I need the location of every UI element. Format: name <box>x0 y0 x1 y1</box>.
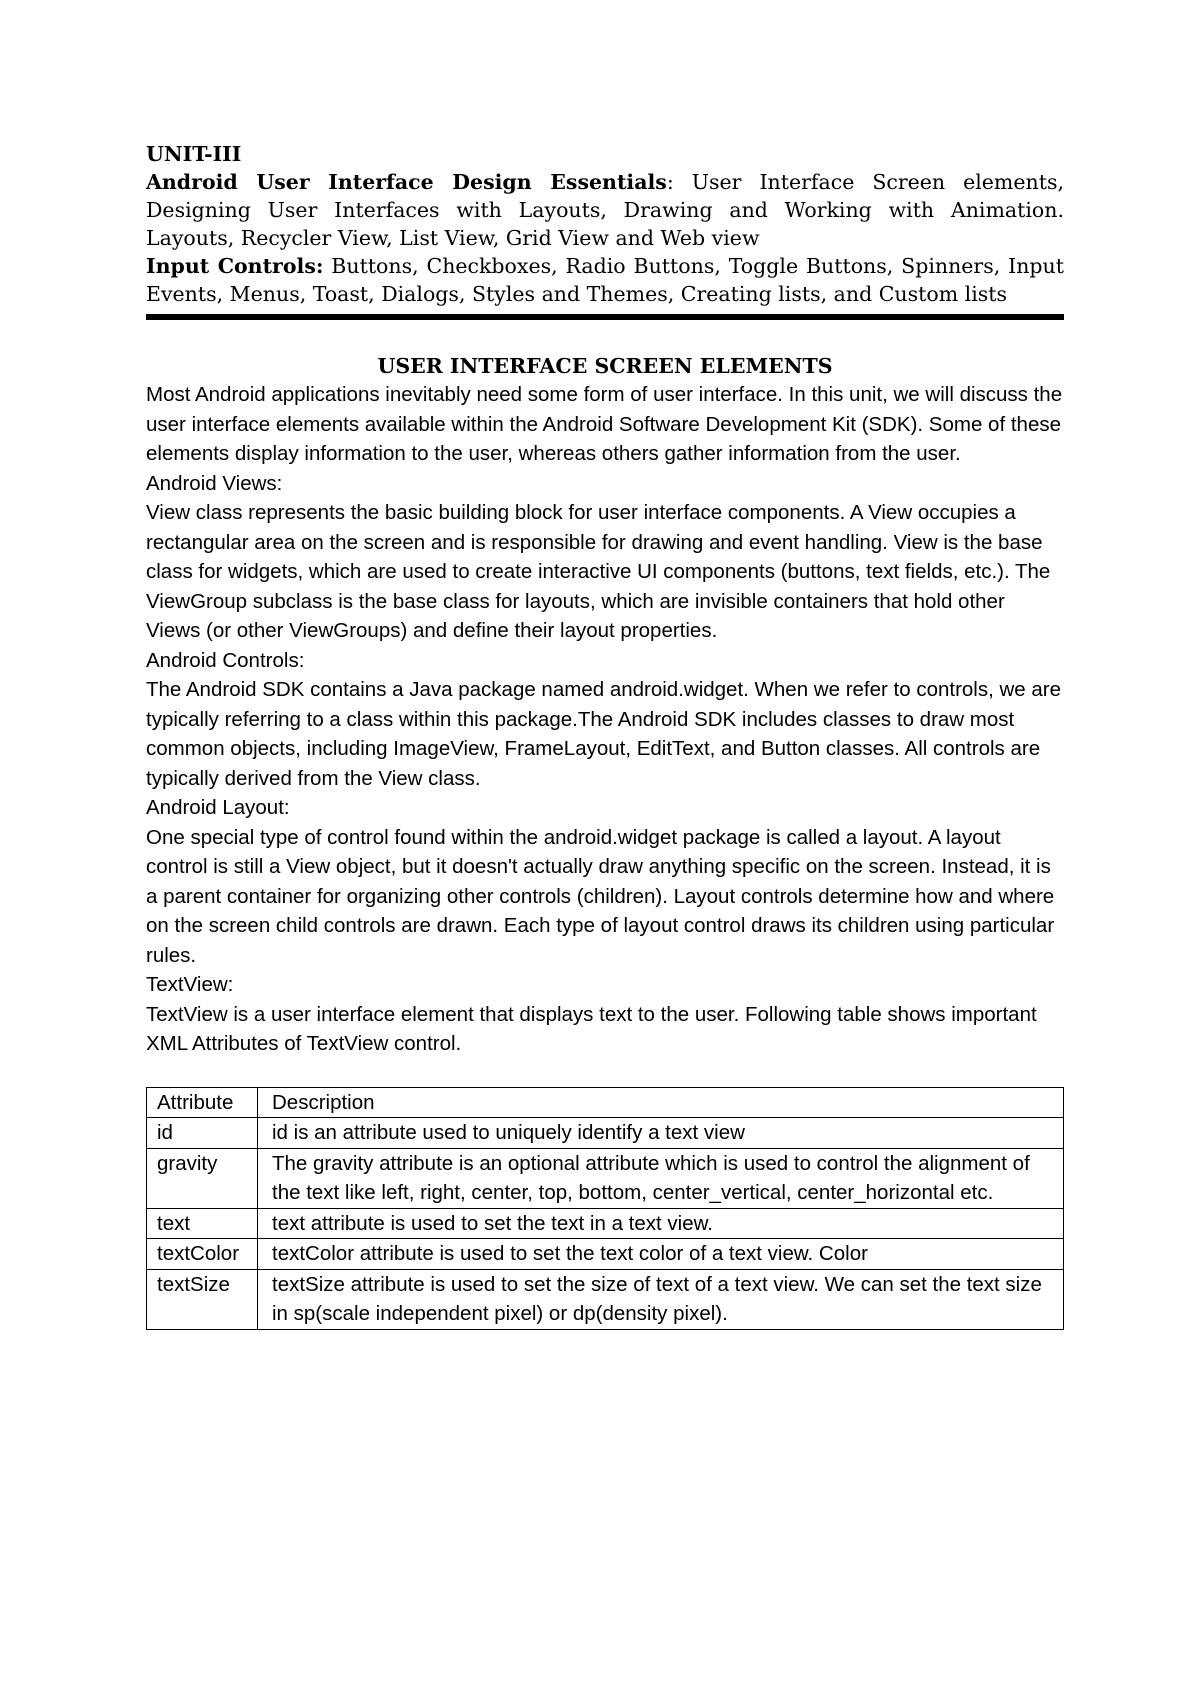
table-cell: gravity <box>147 1148 258 1208</box>
table-row <box>147 1148 1064 1208</box>
syllabus-input-controls <box>146 252 1064 308</box>
table-header-cell: Description <box>258 1087 1064 1118</box>
section-title: USER INTERFACE SCREEN ELEMENTS <box>377 354 833 378</box>
syllabus-topics <box>146 168 1064 252</box>
controls-text: Buttons, Checkboxes, Radio Buttons, Toggle Buttons, Spinners, Input Events, Menus, Toast, Dialogs, Styles and Themes, Creating lists, and Custom lists <box>146 254 1064 306</box>
views-heading: Android Views: <box>146 471 283 495</box>
header-divider <box>146 314 1064 320</box>
table-header-row <box>147 1087 1064 1118</box>
table-cell: textSize <box>147 1269 258 1329</box>
topics-label: Android User Interface Design Essentials <box>146 170 667 194</box>
section-intro: Most Android applications inevitably need some form of user interface. In this unit, we will discuss the user interface elements available within the Android Software Development Kit (SDK). Some of these elements display information to the user, whereas others gather information from the user. <box>146 383 1063 465</box>
table-row <box>147 1239 1064 1270</box>
table-cell: id is an attribute used to uniquely identify a text view <box>258 1118 1064 1149</box>
table-cell: textColor <box>147 1239 258 1270</box>
layout-heading: Android Layout: <box>146 796 290 819</box>
table-row <box>147 1118 1064 1149</box>
document-page <box>146 140 1064 1330</box>
table-cell: The gravity attribute is an optional attribute which is used to control the alignment of the text like left, right, center, top, bottom, center_vertical, center_horizontal etc. <box>258 1148 1064 1208</box>
controls-label: Input Controls: <box>146 254 324 278</box>
views-text: View class represents the basic building block for user interface components. A View occupies a rectangular area on the screen and is responsible for drawing and event handling. View is the base class for widgets, which are used to create interactive UI components (buttons, text fields, etc.). The ViewGroup subclass is the base class for layouts, which are invisible containers that hold other Views (or other ViewGroups) and define their layout properties. <box>146 501 1051 642</box>
table-cell: textColor attribute is used to set the text color of a text view. Color <box>258 1239 1064 1270</box>
table-cell: text <box>147 1208 258 1239</box>
unit-heading: UNIT-III <box>146 142 242 166</box>
textview-heading: TextView: <box>146 973 234 996</box>
textview-attributes-table <box>146 1087 1064 1330</box>
topics-text: : User Interface Screen elements, Designing User Interfaces with Layouts, Drawing and Working with Animation. Layouts, Recycler View, List View, Grid View and Web view <box>146 170 1064 250</box>
table-cell: text attribute is used to set the text in a text view. <box>258 1208 1064 1239</box>
table-row <box>147 1208 1064 1239</box>
controls-text: The Android SDK contains a Java package named android.widget. When we refer to controls, we are typically referring to a class within this package.The Android SDK includes classes to draw most common objects, including ImageView, FrameLayout, EditText, and Button classes. All controls are typically derived from the View class. <box>146 678 1062 790</box>
layout-text: One special type of control found within the android.widget package is called a layout. A layout control is still a View object, but it doesn't actually draw anything specific on the screen. Instead, it is a parent container for organizing other controls (children). Layout controls determine how and where on the screen child controls are drawn. Each type of layout control draws its children using particular rules. <box>146 825 1055 967</box>
textview-text: TextView is a user interface element that displays text to the user. Following table shows important XML Attributes of TextView control. <box>146 1002 1037 1055</box>
table-row <box>147 1269 1064 1329</box>
controls-heading: Android Controls: <box>146 648 305 672</box>
table-cell: id <box>147 1118 258 1149</box>
table-header-cell: Attribute <box>147 1087 258 1118</box>
table-cell: textSize attribute is used to set the size of text of a text view. We can set the text size in sp(scale independent pixel) or dp(density pixel). <box>258 1269 1064 1329</box>
